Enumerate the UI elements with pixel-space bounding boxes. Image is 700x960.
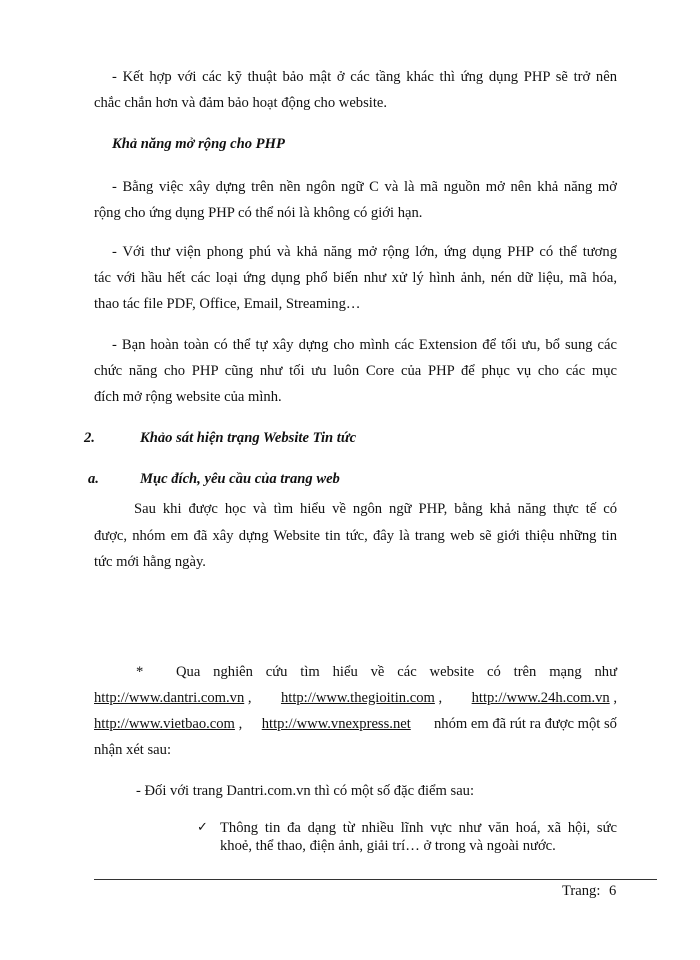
- survey-intro: Qua nghiên cứu tìm hiểu về các website có trên mạng như: [176, 664, 617, 680]
- survey-bullet: *: [136, 664, 144, 680]
- section-2-title: Khảo sát hiện trạng Website Tin tức: [140, 430, 357, 446]
- section-a-p-line-3: tức mới hằng ngày.: [94, 554, 206, 570]
- survey-tail-2: nhận xét sau:: [94, 742, 172, 758]
- security-line-1: - Kết hợp với các kỹ thuật bảo mật ở các tầng khác thì ứng dụng PHP sẽ trở nên: [112, 69, 617, 85]
- ext-p2-line-1: - Với thư viện phong phú và khả năng mở rộng lớn, ứng dụng PHP có thể tương: [112, 244, 617, 260]
- section-a-letter: a.: [88, 471, 99, 487]
- extensibility-heading: Khả năng mở rộng cho PHP: [112, 136, 285, 152]
- survey-links-row-2: http://www.vietbao.com , http://www.vnexpress.net nhóm em đã rút ra được một số: [94, 716, 617, 732]
- section-2-number: 2.: [84, 430, 95, 446]
- security-line-2: chắc chắn hơn và đảm bảo hoạt động cho website.: [94, 95, 388, 111]
- page-number: 6: [609, 883, 617, 899]
- link-24h[interactable]: http://www.24h.com.vn: [471, 690, 610, 706]
- link-vnexpress[interactable]: http://www.vnexpress.net: [261, 716, 411, 732]
- link-thegioitin[interactable]: http://www.thegioitin.com: [280, 690, 435, 706]
- link-vietbao[interactable]: http://www.vietbao.com: [94, 716, 235, 732]
- page-label: Trang:: [562, 883, 601, 899]
- ext-p1-line-2: rộng cho ứng dụng PHP có thể nói là không có giới hạn.: [94, 205, 423, 221]
- dantri-lead: - Đối với trang Dantri.com.vn thì có một số đặc điểm sau:: [136, 783, 475, 799]
- survey-links-row-1: http://www.dantri.com.vn , http://www.thegioitin.com , http://www.24h.com.vn ,: [94, 690, 617, 706]
- ext-p2-line-2: tác với hầu hết các loại ứng dụng phổ biến như xử lý hình ảnh, nén dữ liệu, mã hóa,: [94, 270, 617, 286]
- ext-p3-line-3: đích mở rộng website của mình.: [94, 389, 282, 405]
- link-dantri[interactable]: http://www.dantri.com.vn: [94, 690, 245, 706]
- ext-p2-line-3: thao tác file PDF, Office, Email, Streaming…: [94, 296, 361, 312]
- section-a-title: Mục đích, yêu cầu của trang web: [140, 471, 340, 487]
- section-a-p-line-1: Sau khi được học và tìm hiểu về ngôn ngữ PHP, bằng khả năng thực tế có: [134, 501, 617, 517]
- ext-p1-line-1: - Bằng việc xây dựng trên nền ngôn ngữ C và là mã nguồn mở nên khả năng mở: [112, 179, 617, 195]
- footer-rule: [94, 879, 657, 880]
- ext-p3-line-2: chức năng cho PHP cũng như tối ưu luôn Core của PHP để phục vụ cho các mục: [94, 363, 617, 379]
- dantri-item-line-2: khoẻ, thể thao, điện ảnh, giải trí… ở trong và ngoài nước.: [220, 838, 556, 854]
- section-a-p-line-2: được, nhóm em đã xây dựng Website tin tức, đây là trang web sẽ giới thiệu những tin: [94, 528, 617, 544]
- survey-tail: nhóm em đã rút ra được một số: [433, 716, 617, 732]
- checkmark-icon: ✓: [197, 820, 208, 835]
- ext-p3-line-1: - Bạn hoàn toàn có thể tự xây dựng cho mình các Extension để tối ưu, bổ sung các: [112, 337, 617, 353]
- dantri-item-line-1: Thông tin đa dạng từ nhiều lĩnh vực như văn hoá, xã hội, sức: [220, 820, 617, 836]
